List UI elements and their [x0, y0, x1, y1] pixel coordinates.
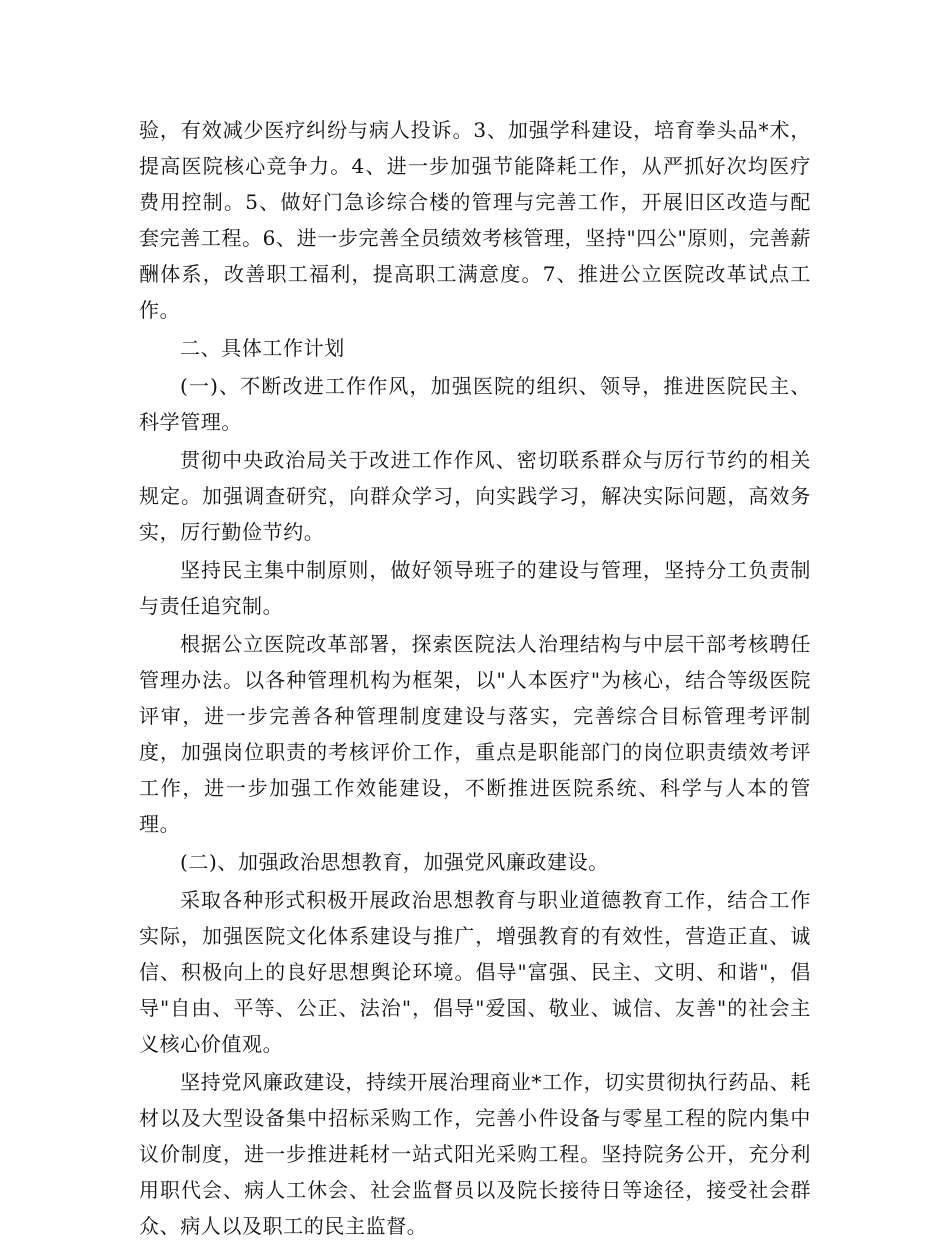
document-body	[139, 112, 811, 1246]
subheading-improve-work-style: (一)、不断改进工作作风，加强医院的组织、领导，推进医院民主、科学管理。	[139, 374, 811, 434]
paragraph-hospital-reform: 根据公立医院改革部署，探索医院法人治理结构与中层干部考核聘任管理办法。以各种管理机构为框架，以"人本医疗"为核心，结合等级医院评审，进一步完善各种管理制度建设与落实，完善综合目标管理考评制度，加强岗位职责的考核评价工作，重点是职能部门的岗位职责绩效考评工作，进一步加强工作效能建设，不断推进医院系统、科学与人本的管理。	[139, 632, 811, 836]
paragraph-democratic-centralism: 坚持民主集中制原则，做好领导班子的建设与管理，坚持分工负责制与责任追究制。	[139, 558, 811, 618]
paragraph-education-work: 采取各种形式积极开展政治思想教育与职业道德教育工作，结合工作实际，加强医院文化体系建设与推广，增强教育的有效性，营造正直、诚信、积极向上的良好思想舆论环境。倡导"富强、民主、文明、和谐"，倡导"自由、平等、公正、法治"，倡导"爱国、敬业、诚信、友善"的社会主义核心价值观。	[139, 888, 811, 1056]
section-heading-work-plan: 二、具体工作计划	[180, 336, 345, 360]
paragraph-continuation: 验，有效减少医疗纠纷与病人投诉。3、加强学科建设，培育拳头品*术，提高医院核心竞争力。4、进一步加强节能降耗工作，从严抓好次均医疗费用控制。5、做好门急诊综合楼的管理与完善工作，开展旧区改造与配套完善工程。6、进一步完善全员绩效考核管理，坚持"四公"原则，完善薪酬体系，改善职工福利，提高职工满意度。7、推进公立医院改革试点工作。	[139, 118, 811, 322]
subheading-political-education: (二)、加强政治思想教育，加强党风廉政建设。	[180, 850, 609, 874]
paragraph-implement-regulations: 贯彻中央政治局关于改进工作作风、密切联系群众与厉行节约的相关规定。加强调查研究，向群众学习，向实践学习，解决实际问题，高效务实，厉行勤俭节约。	[139, 448, 811, 544]
paragraph-party-conduct: 坚持党风廉政建设，持续开展治理商业*工作，切实贯彻执行药品、耗材以及大型设备集中招标采购工作，完善小件设备与零星工程的院内集中议价制度，进一步推进耗材一站式阳光采购工程。坚持院务公开，充分利用职代会、病人工休会、社会监督员以及院长接待日等途径，接受社会群众、病人以及职工的民主监督。	[139, 1070, 811, 1238]
